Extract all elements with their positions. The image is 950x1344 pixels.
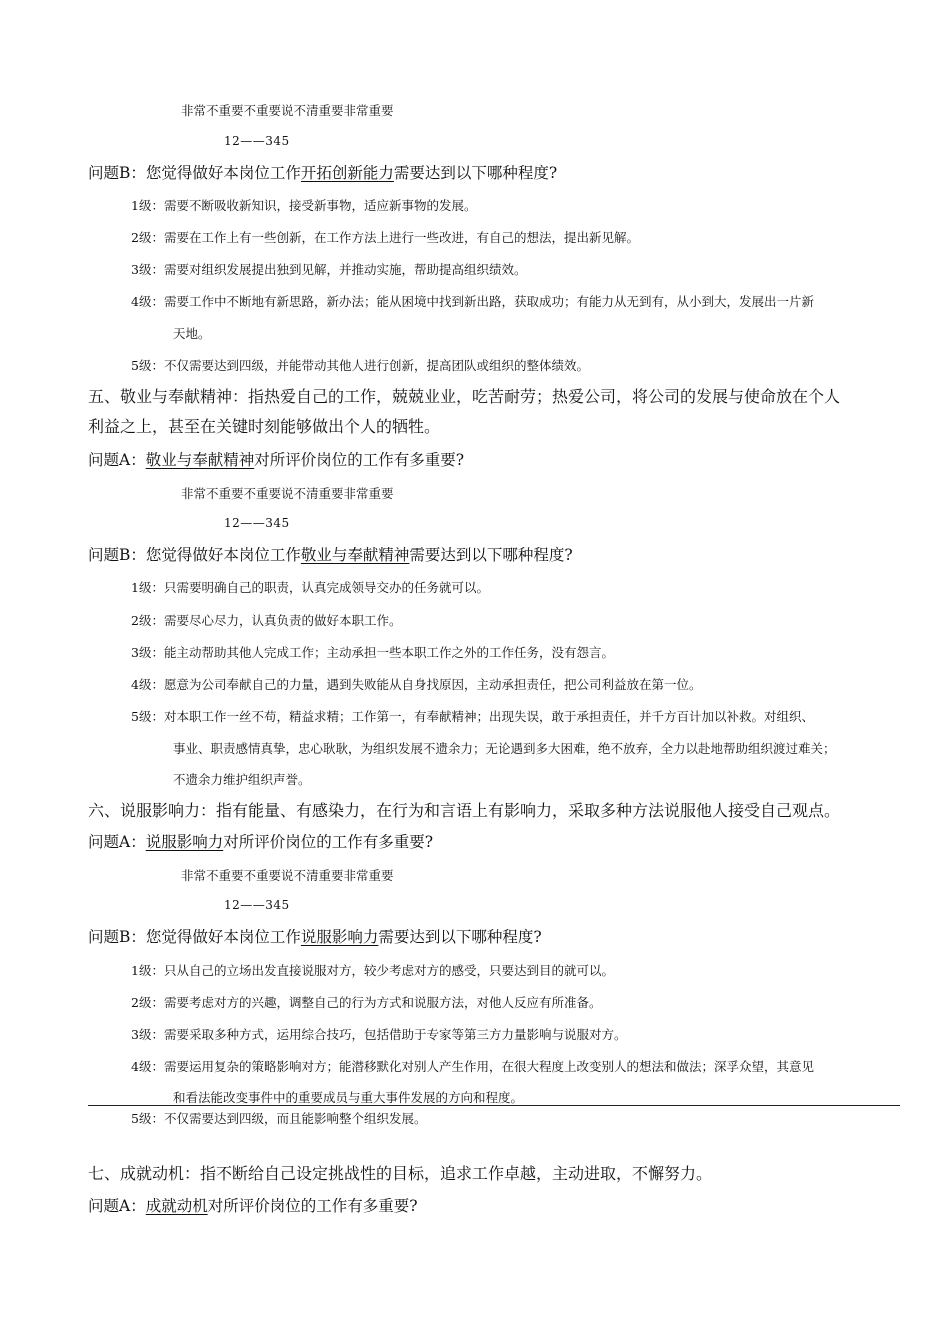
dedication-level-4: 4级：愿意为公司奉献自己的力量，遇到失败能从自身找原因，主动承担责任，把公司利益放在第一位。 (131, 677, 702, 692)
question-suffix: 对所评价岗位的工作有多重要? (223, 833, 434, 851)
dedication-level-2: 2级：需要尽心尽力，认真负责的做好本职工作。 (131, 613, 402, 628)
question-keyword: 开拓创新能力 (300, 164, 394, 182)
dedication-question-a (88, 448, 464, 470)
persuasion-level-4-cont: 和看法能改变事件中的重要成员与重大事件发展的方向和程度。 (173, 1090, 524, 1105)
innovation-level-2: 2级：需要在工作上有一些创新，在工作方法上进行一些改进，有自己的想法，提出新见解。 (131, 230, 639, 245)
persuasion-level-5: 5级：不仅需要达到四级，而且能影响整个组织发展。 (131, 1111, 427, 1126)
innovation-level-4-cont: 天地。 (173, 326, 211, 341)
dedication-level-5-cont2: 不遗余力维护组织声誉。 (173, 772, 311, 787)
question-suffix: 需要达到以下哪种程度? (393, 164, 558, 182)
dedication-level-1: 1级：只需要明确自己的职责，认真完成领导交办的任务就可以。 (131, 580, 489, 595)
achievement-heading: 七、成就动机：指不断给自己设定挑战性的目标，追求工作卓越，主动进取，不懈努力。 (88, 1164, 713, 1183)
persuasion-level-2: 2级：需要考虑对方的兴趣，调整自己的行为方式和说服方法，对他人反应有所准备。 (131, 995, 602, 1010)
scale-header: 非常不重要不重要说不清重要非常重要 (181, 103, 394, 118)
dedication-heading-cont: 利益之上，甚至在关键时刻能够做出个人的牺牲。 (88, 417, 441, 436)
question-keyword: 说服影响力 (145, 833, 224, 851)
question-keyword: 敬业与奉献精神 (145, 451, 255, 469)
question-suffix: 需要达到以下哪种程度? (409, 546, 573, 564)
divider-line (88, 1105, 900, 1106)
question-keyword: 成就动机 (145, 1197, 208, 1215)
persuasion-question-a (88, 830, 433, 852)
persuasion-level-3: 3级：需要采取多种方式，运用综合技巧，包括借助于专家等第三方力量影响与说服对方。 (131, 1027, 627, 1042)
innovation-level-5: 5级：不仅需要达到四级，并能带动其他人进行创新，提高团队或组织的整体绩效。 (131, 358, 589, 373)
question-prefix: 问题B：您觉得做好本岗位工作 (88, 928, 301, 946)
persuasion-heading: 六、说服影响力：指有能量、有感染力，在行为和言语上有影响力，采取多种方法说服他人接受自己观点。 (88, 801, 841, 820)
scale-numbers: 12——345 (224, 134, 290, 148)
dedication-level-3: 3级：能主动帮助其他人完成工作；主动承担一些本职工作之外的工作任务，没有怨言。 (131, 645, 614, 660)
dedication-level-5-cont: 事业、职责感情真挚，忠心耿耿，为组织发展不遗余力；无论遇到多大困难，绝不放弃，全力以赴地帮助组织渡过难关； (173, 741, 836, 756)
persuasion-level-4: 4级：需要运用复杂的策略影响对方；能潜移默化对别人产生作用，在很大程度上改变别人的想法和做法；深孚众望，其意见 (131, 1059, 814, 1074)
innovation-level-1: 1级：需要不断吸收新知识，接受新事物，适应新事物的发展。 (131, 198, 477, 213)
question-prefix: 问题A： (88, 833, 146, 851)
persuasion-question-b (88, 925, 542, 947)
dedication-question-b (88, 543, 573, 565)
dedication-heading: 五、敬业与奉献精神：指热爱自己的工作，兢兢业业，吃苦耐劳；热爱公司，将公司的发展与使命放在个人 (88, 387, 841, 406)
question-suffix: 对所评价岗位的工作有多重要? (254, 451, 465, 469)
innovation-level-3: 3级：需要对组织发展提出独到见解，并推动实施，帮助提高组织绩效。 (131, 262, 527, 277)
innovation-level-4: 4级：需要工作中不断地有新思路，新办法；能从困境中找到新出路，获取成功；有能力从无到有，从小到大，发展出一片新 (131, 294, 814, 309)
question-prefix: 问题A： (88, 1197, 146, 1215)
question-prefix: 问题B：您觉得做好本岗位工作 (88, 546, 301, 564)
question-suffix: 需要达到以下哪种程度? (378, 928, 542, 946)
question-keyword: 说服影响力 (300, 928, 379, 946)
scale-numbers: 12——345 (224, 898, 290, 912)
persuasion-level-1: 1级：只从自己的立场出发直接说服对方，较少考虑对方的感受，只要达到目的就可以。 (131, 963, 614, 978)
dedication-level-5: 5级：对本职工作一丝不苟，精益求精；工作第一，有奉献精神；出现失误，敢于承担责任，并千方百计加以补救。对组织、 (131, 709, 814, 724)
scale-numbers: 12——345 (224, 516, 290, 530)
question-prefix: 问题B：您觉得做好本岗位工作 (88, 164, 301, 182)
scale-header: 非常不重要不重要说不清重要非常重要 (181, 868, 394, 883)
scale-header: 非常不重要不重要说不清重要非常重要 (181, 486, 394, 501)
question-suffix: 对所评价岗位的工作有多重要? (207, 1197, 418, 1215)
question-prefix: 问题A： (88, 451, 146, 469)
innovation-question-b (88, 161, 557, 183)
achievement-question-a (88, 1194, 418, 1216)
question-keyword: 敬业与奉献精神 (300, 546, 410, 564)
